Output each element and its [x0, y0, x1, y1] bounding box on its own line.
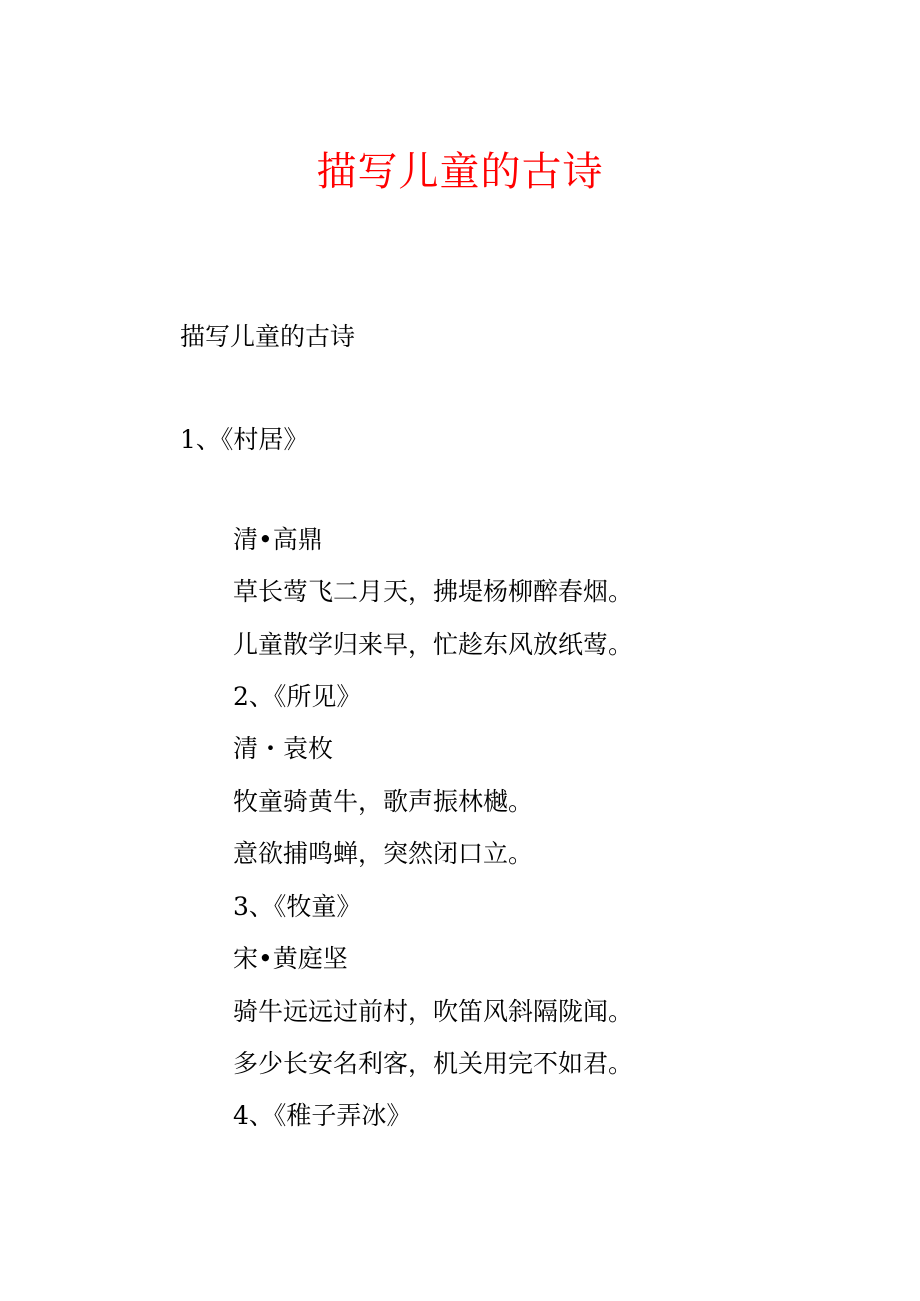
poem-3-heading: 3、《牧童》	[233, 892, 362, 921]
poem-3-author: 宋•黄庭坚	[233, 944, 348, 973]
poem-2-line-2: 意欲捕鸣蝉，突然闭口立。	[233, 839, 534, 868]
poem-3-line-1: 骑牛远远过前村，吹笛风斜隔陇闻。	[233, 997, 634, 1026]
poem-2-line-1: 牧童骑黄牛，歌声振林樾。	[233, 787, 534, 816]
poem-4-heading: 4、《稚子弄冰》	[233, 1101, 412, 1130]
poem-2-heading: 2、《所见》	[233, 682, 362, 711]
poem-2-author: 清・袁枚	[233, 734, 334, 763]
poem-3-line-2: 多少长安名利客，机关用完不如君。	[233, 1049, 634, 1078]
document-title: 描写儿童的古诗	[316, 149, 604, 195]
poem-1-author: 清•高鼎	[233, 525, 323, 554]
poem-1-heading: 1、《村居》	[180, 425, 309, 454]
poem-1-line-1: 草长莺飞二月天，拂堤杨柳醉春烟。	[233, 577, 634, 606]
poem-1-line-2: 儿童散学归来早，忙趁东风放纸莺。	[233, 630, 634, 659]
document-subtitle: 描写儿童的古诗	[180, 322, 356, 351]
